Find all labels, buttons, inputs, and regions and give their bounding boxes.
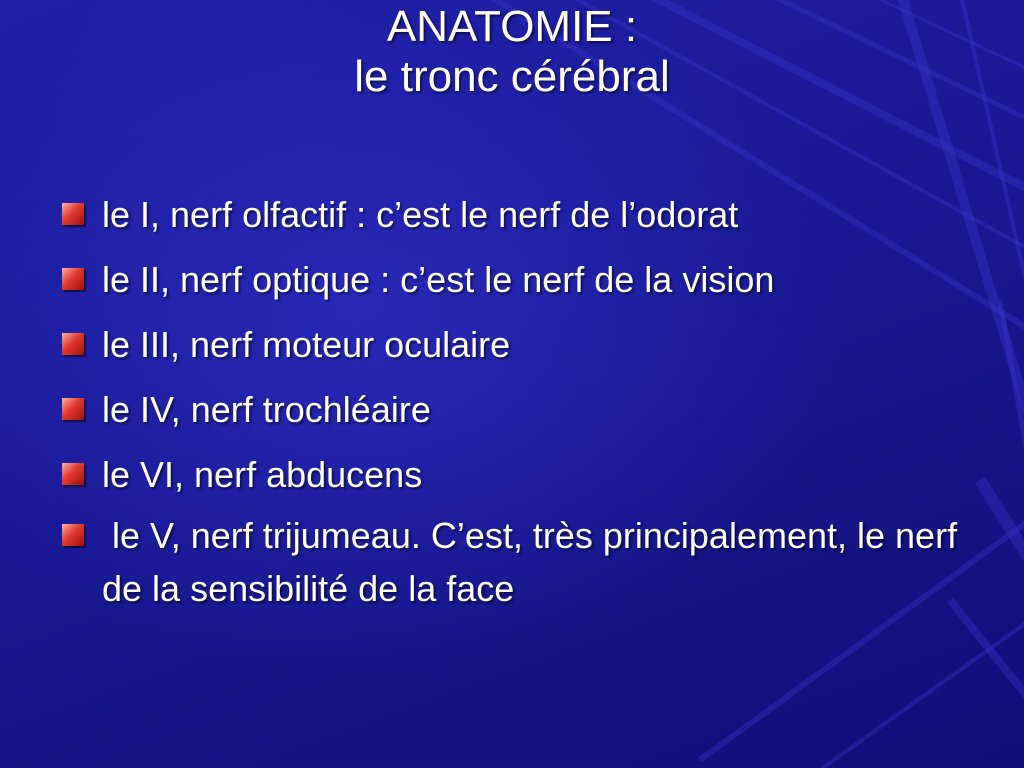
list-item — [60, 318, 960, 371]
list-item — [60, 509, 968, 615]
title-line-1: ANATOMIE : — [386, 2, 638, 51]
red-square-bullet-icon — [62, 333, 84, 355]
list-item-text: le II, nerf optique : c’est le nerf de la vision — [102, 259, 775, 300]
list-item — [60, 188, 960, 241]
list-item-text: le VI, nerf abducens — [102, 454, 423, 495]
list-item — [60, 448, 960, 501]
red-square-bullet-icon — [62, 268, 84, 290]
red-square-bullet-icon — [62, 398, 84, 420]
list-item-text: le V, nerf trijumeau. C’est, très principalement, le nerf de la sensibilité de la face — [102, 515, 968, 609]
red-square-bullet-icon — [62, 524, 84, 546]
bullet-list — [60, 188, 968, 627]
red-square-bullet-icon — [62, 203, 84, 225]
slide-title — [0, 2, 1024, 102]
list-item-text: le III, nerf moteur oculaire — [102, 324, 511, 365]
list-item-text: le IV, nerf trochléaire — [102, 389, 431, 430]
red-square-bullet-icon — [62, 463, 84, 485]
title-line-2: le tronc cérébral — [354, 52, 670, 101]
list-item — [60, 253, 960, 306]
list-item — [60, 383, 960, 436]
list-item-text: le I, nerf olfactif : c’est le nerf de l’odorat — [102, 194, 739, 235]
